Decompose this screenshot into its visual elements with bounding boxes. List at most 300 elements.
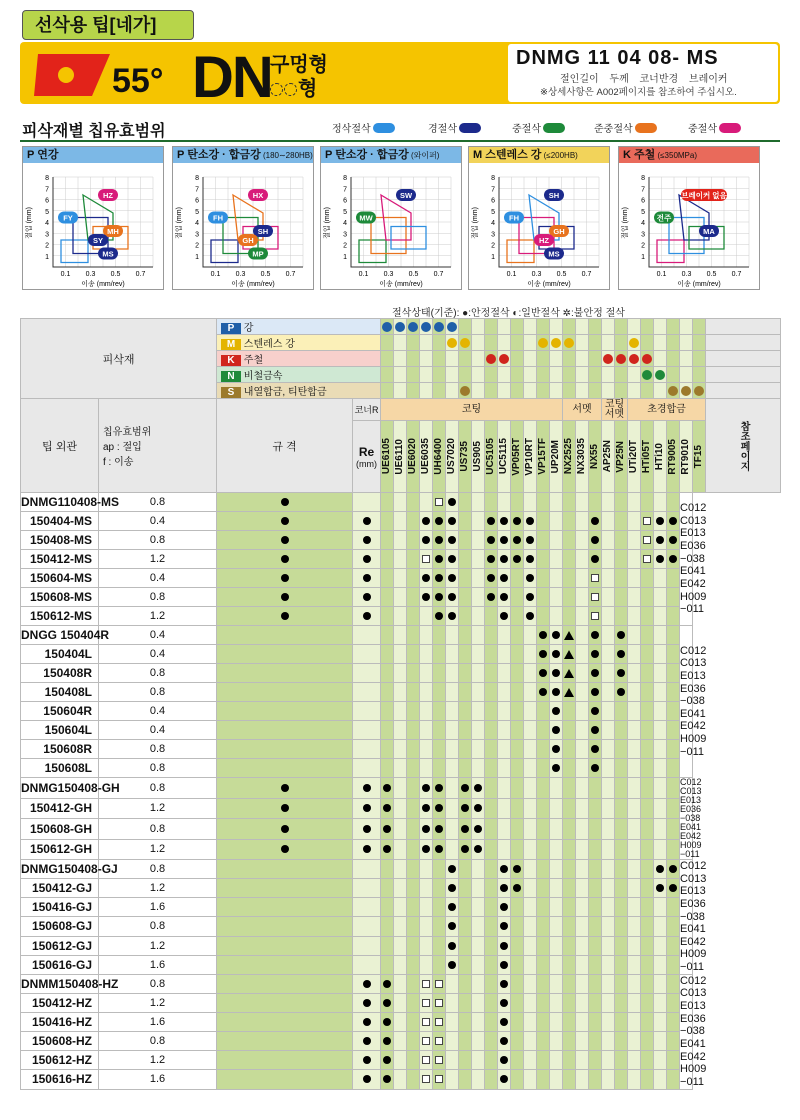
grade-availability-cell	[498, 607, 511, 626]
ref-page: E036	[680, 804, 702, 814]
grade-availability-cell	[353, 1070, 381, 1089]
grade-availability-cell	[628, 512, 641, 531]
breaker-label	[544, 189, 564, 201]
chip-range-chart-title	[321, 147, 461, 163]
table-row	[21, 879, 781, 898]
grade-availability-cell	[602, 531, 615, 550]
grade-availability-cell	[381, 879, 394, 898]
stock-dot-icon	[422, 517, 430, 525]
material-suitability-cell	[628, 319, 641, 335]
grade-availability-cell	[511, 759, 524, 778]
re-cell: 1.6	[99, 898, 217, 917]
grade-availability-cell	[589, 493, 602, 512]
grade-availability-cell	[602, 645, 615, 664]
re-cell: 0.4	[99, 626, 217, 645]
grade-availability-cell	[628, 898, 641, 917]
ref-page: E041	[680, 822, 702, 832]
grade-availability-cell	[641, 607, 654, 626]
grade-availability-cell	[654, 1070, 667, 1089]
grade-availability-cell	[576, 974, 589, 993]
grade-availability-cell	[511, 1013, 524, 1032]
on-order-square-icon	[643, 555, 651, 563]
stock-dot-icon	[363, 980, 371, 988]
grade-availability-cell	[524, 683, 537, 702]
grade-availability-cell	[615, 898, 628, 917]
grade-availability-cell	[589, 839, 602, 860]
grade-availability-cell	[550, 955, 563, 974]
grade-availability-cell	[485, 974, 498, 993]
on-order-square-icon	[643, 517, 651, 525]
grade-availability-cell	[511, 569, 524, 588]
ref-page: C013	[680, 872, 707, 885]
grade-availability-cell	[537, 721, 550, 740]
grade-availability-cell	[589, 626, 602, 645]
material-suitability-cell	[394, 351, 407, 367]
grade-availability-cell	[641, 512, 654, 531]
y-tick-label: 6	[491, 197, 495, 205]
ref-page: H009	[680, 948, 707, 961]
grade-availability-cell	[459, 839, 472, 860]
material-row	[21, 319, 781, 335]
y-tick-label: 8	[491, 175, 495, 182]
grade-availability-cell	[589, 721, 602, 740]
stock-dot-icon	[363, 784, 371, 792]
grade-availability-cell	[353, 778, 381, 799]
legend-label: 중절삭	[512, 124, 541, 135]
grade-header	[433, 421, 446, 493]
grade-availability-cell	[667, 898, 680, 917]
grade-availability-cell	[563, 879, 576, 898]
y-tick-label: 5	[343, 208, 347, 216]
grade-availability-cell	[628, 936, 641, 955]
grade-availability-cell	[641, 588, 654, 607]
y-tick-label: 7	[641, 186, 645, 194]
svg-text:SH: SH	[257, 227, 269, 236]
grade-availability-cell	[217, 1051, 353, 1070]
stock-dot-icon	[281, 845, 289, 853]
grade-availability-cell	[602, 759, 615, 778]
grade-availability-cell	[641, 626, 654, 645]
grade-availability-cell	[381, 721, 394, 740]
material-name: 탄소강 · 합금강	[335, 149, 409, 161]
grade-availability-cell	[217, 778, 353, 799]
y-axis-label: 절입 (mm)	[472, 207, 479, 239]
ref-pages-cell	[680, 777, 702, 860]
grade-availability-cell	[654, 839, 667, 860]
grade-availability-cell	[576, 1032, 589, 1051]
grade-availability-cell	[628, 860, 641, 879]
grade-availability-cell	[472, 493, 485, 512]
grade-availability-cell	[537, 512, 550, 531]
spec-cell: 150408L	[21, 683, 99, 702]
material-suitability-cell	[550, 319, 563, 335]
grade-availability-cell	[511, 879, 524, 898]
grade-availability-cell	[353, 898, 381, 917]
grade-availability-cell	[217, 860, 353, 879]
table-row	[21, 1051, 781, 1070]
chip-range-region	[359, 240, 386, 263]
grade-availability-cell	[602, 626, 615, 645]
grade-availability-cell	[628, 740, 641, 759]
grade-availability-cell	[654, 683, 667, 702]
grade-availability-cell	[654, 721, 667, 740]
grade-availability-cell	[537, 778, 550, 799]
stability-dot-icon	[642, 354, 652, 364]
grade-availability-cell	[602, 550, 615, 569]
re-cell: 0.8	[99, 778, 217, 799]
grade-availability-cell	[667, 664, 680, 683]
grade-availability-cell	[602, 493, 615, 512]
table-row	[21, 569, 781, 588]
grade-availability-cell	[524, 607, 537, 626]
grade-availability-cell	[628, 607, 641, 626]
ref-page: H009	[680, 733, 707, 746]
grade-availability-cell	[394, 819, 407, 840]
ref-page: −011	[680, 745, 704, 758]
material-suitability-cell	[563, 383, 576, 399]
re-cell: 0.8	[99, 860, 217, 879]
grade-availability-cell	[472, 569, 485, 588]
grade-availability-cell	[498, 917, 511, 936]
grade-availability-cell	[353, 664, 381, 683]
re-cell: 1.2	[99, 550, 217, 569]
grade-availability-cell	[485, 550, 498, 569]
grade-availability-cell	[537, 1013, 550, 1032]
grade-availability-cell	[217, 569, 353, 588]
grade-availability-cell	[602, 860, 615, 879]
table-row	[21, 645, 781, 664]
grade-availability-cell	[394, 626, 407, 645]
stock-dot-icon	[383, 825, 391, 833]
grade-availability-cell	[641, 759, 654, 778]
chip-range-plot	[23, 163, 163, 289]
stock-dot-icon	[591, 726, 599, 734]
grade-availability-cell	[420, 607, 433, 626]
grade-availability-cell	[615, 778, 628, 799]
y-tick-label: 5	[45, 208, 49, 216]
breaker-label	[98, 248, 118, 260]
grade-availability-cell	[589, 879, 602, 898]
grade-availability-cell	[563, 493, 576, 512]
stock-dot-icon	[435, 784, 443, 792]
breaker-label	[549, 225, 569, 237]
ref-page: E042	[680, 935, 706, 948]
grade-availability-cell	[511, 721, 524, 740]
grade-category: 초경합금	[628, 399, 706, 421]
grade-availability-cell	[394, 588, 407, 607]
grade-availability-cell	[615, 740, 628, 759]
grade-availability-cell	[667, 550, 680, 569]
grade-availability-cell	[576, 664, 589, 683]
grade-availability-cell	[563, 683, 576, 702]
grade-availability-cell	[550, 798, 563, 819]
grade-availability-cell	[381, 740, 394, 759]
grade-availability-cell	[589, 993, 602, 1012]
grade-availability-cell	[537, 626, 550, 645]
legend-label: 중절삭	[688, 124, 717, 135]
grade-availability-cell	[641, 839, 654, 860]
grade-availability-cell	[498, 819, 511, 840]
grade-availability-cell	[394, 531, 407, 550]
grade-availability-cell	[446, 860, 459, 879]
grade-availability-cell	[563, 839, 576, 860]
y-tick-label: 7	[491, 186, 495, 194]
y-tick-label: 8	[641, 175, 645, 182]
grade-availability-cell	[472, 645, 485, 664]
grade-availability-cell	[654, 740, 667, 759]
material-suitability-cell	[550, 351, 563, 367]
grade-availability-cell	[420, 588, 433, 607]
x-tick-label: 0.7	[581, 271, 592, 278]
grade-availability-cell	[217, 550, 353, 569]
grade-availability-cell	[524, 702, 537, 721]
grade-availability-cell	[615, 879, 628, 898]
grade-availability-cell	[654, 778, 667, 799]
material-suitability-cell	[498, 319, 511, 335]
ref-header-label: 참조페이지	[738, 420, 750, 471]
grade-availability-cell	[353, 974, 381, 993]
stock-dot-icon	[656, 865, 664, 873]
grade-availability-cell	[563, 917, 576, 936]
breaker-label	[396, 189, 416, 201]
grade-availability-cell	[420, 664, 433, 683]
x-tick-label: 0.7	[433, 271, 444, 278]
stock-dot-icon	[383, 1075, 391, 1083]
stock-dot-icon	[383, 804, 391, 812]
grade-availability-cell	[654, 798, 667, 819]
grade-availability-cell	[353, 531, 381, 550]
grade-category: 코팅 서멧	[602, 399, 628, 421]
grade-availability-cell	[407, 1013, 420, 1032]
chip-range-plot	[321, 163, 461, 289]
ref-page: −038	[680, 813, 701, 823]
re-cell: 0.8	[99, 493, 217, 512]
grade-availability-cell	[511, 917, 524, 936]
grade-availability-cell	[420, 626, 433, 645]
grade-availability-cell	[654, 860, 667, 879]
grade-availability-cell	[420, 683, 433, 702]
grade-name: UE6035	[420, 438, 432, 475]
grade-availability-cell	[394, 702, 407, 721]
grade-availability-cell	[537, 898, 550, 917]
table-row	[21, 1013, 781, 1032]
grade-availability-cell	[407, 683, 420, 702]
grade-availability-cell	[654, 588, 667, 607]
grade-header	[589, 421, 602, 493]
grade-name: UE6110	[394, 438, 406, 475]
grade-availability-cell	[589, 778, 602, 799]
grade-availability-cell	[459, 917, 472, 936]
grade-category: 코팅	[381, 399, 563, 421]
grade-availability-cell	[420, 798, 433, 819]
stock-dot-icon	[448, 574, 456, 582]
material-suitability-cell	[602, 335, 615, 351]
grade-availability-cell	[472, 607, 485, 626]
grade-availability-cell	[641, 1032, 654, 1051]
material-name: 탄소강 · 합금강	[187, 149, 261, 161]
grade-availability-cell	[628, 974, 641, 993]
stock-dot-icon	[552, 669, 560, 677]
re-cell: 0.8	[99, 664, 217, 683]
grade-availability-cell	[615, 550, 628, 569]
grade-availability-cell	[550, 740, 563, 759]
stock-dot-icon	[500, 1056, 508, 1064]
grade-availability-cell	[407, 702, 420, 721]
on-order-square-icon	[422, 1037, 430, 1045]
grade-availability-cell	[498, 879, 511, 898]
ref-blank	[706, 367, 781, 383]
grade-header	[563, 421, 576, 493]
grade-name: HTi05T	[641, 439, 653, 474]
grade-availability-cell	[550, 974, 563, 993]
svg-text:SY: SY	[92, 236, 104, 245]
grade-availability-cell	[602, 974, 615, 993]
material-suitability-cell	[459, 383, 472, 399]
y-tick-label: 6	[343, 197, 347, 205]
grade-availability-cell	[615, 512, 628, 531]
grade-availability-cell	[394, 740, 407, 759]
ref-pages-cell	[680, 626, 707, 778]
grade-availability-cell	[576, 955, 589, 974]
grade-availability-cell	[217, 683, 353, 702]
chip-range-chart-title	[469, 147, 609, 163]
grade-availability-cell	[407, 740, 420, 759]
grade-availability-cell	[472, 721, 485, 740]
material-suitability-cell	[537, 335, 550, 351]
material-suitability-cell	[537, 351, 550, 367]
grade-availability-cell	[498, 993, 511, 1012]
stock-dot-icon	[474, 845, 482, 853]
grade-availability-cell	[446, 879, 459, 898]
stock-dot-icon	[591, 536, 599, 544]
grade-availability-cell	[589, 898, 602, 917]
grade-availability-cell	[550, 550, 563, 569]
grade-availability-cell	[498, 1013, 511, 1032]
svg-text:브레이커 없음: 브레이커 없음	[681, 191, 727, 200]
spec-cell: 150612-GJ	[21, 936, 99, 955]
chip-range-plot	[619, 163, 759, 289]
grade-availability-cell	[537, 683, 550, 702]
material-suitability-cell	[433, 383, 446, 399]
svg-text:MS: MS	[548, 249, 560, 259]
grade-availability-cell	[524, 493, 537, 512]
grade-availability-cell	[576, 683, 589, 702]
grade-name: UTi20T	[628, 439, 640, 474]
grade-availability-cell	[420, 936, 433, 955]
chip-range-header-line: ap : 절입	[103, 442, 142, 453]
x-tick-label: 0.1	[210, 271, 221, 278]
material-suitability-cell	[667, 383, 680, 399]
on-order-square-icon	[422, 1075, 430, 1083]
stock-dot-icon	[435, 593, 443, 601]
ref-page: E036	[680, 897, 706, 910]
material-suitability-cell	[680, 351, 693, 367]
stock-dot-icon	[363, 804, 371, 812]
spec-cell: 150608-GJ	[21, 917, 99, 936]
grade-availability-cell	[641, 936, 654, 955]
grade-availability-cell	[407, 626, 420, 645]
stock-dot-icon	[500, 536, 508, 544]
grade-availability-cell	[394, 1032, 407, 1051]
legend-swatch-icon	[543, 123, 565, 133]
grade-availability-cell	[615, 955, 628, 974]
breaker-label	[654, 212, 674, 224]
material-suitability-cell	[407, 319, 420, 335]
grade-availability-cell	[498, 626, 511, 645]
re-cell: 1.2	[99, 936, 217, 955]
grade-availability-cell	[394, 898, 407, 917]
y-tick-label: 2	[343, 242, 347, 250]
chip-range-region	[61, 240, 88, 263]
grade-availability-cell	[550, 778, 563, 799]
ref-page: −038	[680, 1025, 705, 1038]
grade-availability-cell	[628, 702, 641, 721]
material-suitability-cell	[628, 367, 641, 383]
grade-availability-cell	[602, 512, 615, 531]
grade-availability-cell	[459, 664, 472, 683]
breaker-label	[238, 234, 258, 246]
grade-availability-cell	[217, 839, 353, 860]
ref-page: −038	[680, 552, 705, 565]
grade-availability-cell	[394, 879, 407, 898]
material-letter: M	[221, 339, 241, 350]
grade-availability-cell	[459, 1051, 472, 1070]
stock-dot-icon	[363, 612, 371, 620]
material-suitability-cell	[433, 351, 446, 367]
material-note: (와이퍼)	[408, 151, 440, 160]
x-tick-label: 0.5	[260, 271, 271, 278]
grade-availability-cell	[353, 798, 381, 819]
grade-availability-cell	[472, 974, 485, 993]
stock-dot-icon	[281, 536, 289, 544]
grade-availability-cell	[394, 839, 407, 860]
grade-availability-cell	[641, 721, 654, 740]
grade-availability-cell	[602, 1013, 615, 1032]
ref-pages-cell	[680, 974, 707, 1089]
y-tick-label: 3	[491, 231, 495, 239]
grade-availability-cell	[433, 1070, 446, 1089]
material-suitability-cell	[381, 367, 394, 383]
grade-availability-cell	[485, 1013, 498, 1032]
material-k	[217, 351, 381, 367]
x-axis-label: 이송 (mm/rev)	[379, 281, 423, 288]
y-tick-label: 4	[195, 220, 199, 227]
grade-availability-cell	[563, 531, 576, 550]
grade-availability-cell	[485, 936, 498, 955]
stock-dot-icon	[448, 498, 456, 506]
material-suitability-cell	[589, 383, 602, 399]
grade-availability-cell	[550, 493, 563, 512]
ref-page: −011	[680, 849, 700, 859]
stock-dot-icon	[526, 612, 534, 620]
grade-availability-cell	[563, 569, 576, 588]
ref-page: C012	[680, 777, 702, 787]
grade-availability-cell	[628, 493, 641, 512]
grade-availability-cell	[472, 839, 485, 860]
material-note: (≤200HB)	[541, 151, 578, 160]
re-cell: 1.6	[99, 955, 217, 974]
grade-availability-cell	[433, 917, 446, 936]
stability-dot-icon	[629, 354, 639, 364]
grade-availability-cell	[550, 839, 563, 860]
grade-availability-cell	[667, 493, 680, 512]
grade-availability-cell	[576, 860, 589, 879]
legend-swatch-icon	[459, 123, 481, 133]
grade-availability-cell	[537, 550, 550, 569]
grade-availability-cell	[433, 860, 446, 879]
material-suitability-cell	[563, 319, 576, 335]
grade-availability-cell	[433, 512, 446, 531]
